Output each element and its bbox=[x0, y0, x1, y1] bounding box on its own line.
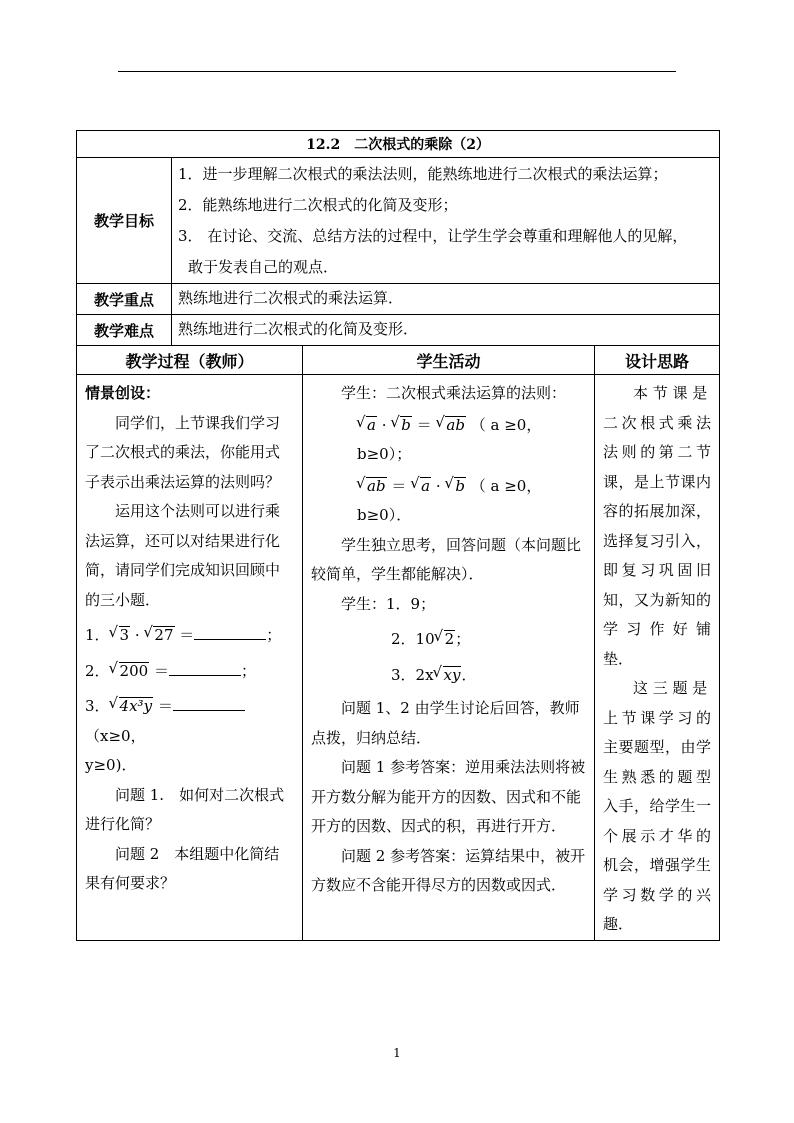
design-line: 学 习 作 好 铺 bbox=[603, 620, 712, 638]
teacher-column-header: 教学过程（教师） bbox=[77, 346, 303, 375]
lesson-plan-table bbox=[76, 130, 720, 941]
student-answer-3: 3．2x√ xy． bbox=[311, 661, 588, 691]
scenario-heading: 情景创设： bbox=[85, 384, 161, 402]
design-paragraph-1 bbox=[603, 379, 711, 674]
multiplication-rule-2: √ ab ＝ √ a · √ b （ a ≥0，b≥0）． bbox=[311, 472, 588, 531]
design-line: 知，又为新知的 bbox=[603, 590, 712, 609]
design-line: 这 三 题 是 bbox=[633, 679, 708, 697]
teacher-paragraph-1: 同学们，上节课我们学习了二次根式的乘法，你能用式子表示出乘法运算的法则吗？ bbox=[85, 413, 281, 491]
design-line: 生熟悉的题型 bbox=[603, 767, 712, 786]
goals-label: 教学目标 bbox=[77, 158, 172, 284]
answer-question-1: 问题 1 参考答案：逆用乘法法则将被开方数分解为能开方的因数、因式和不能开方的因数、因式的积，再进行开方． bbox=[311, 758, 586, 835]
question-1: 问题 1. 如何对二次根式进行化简？ bbox=[85, 785, 285, 833]
student-discussion: 问题 1、2 由学生讨论后回答，教师点拨，归纳总结． bbox=[311, 699, 580, 747]
design-line: 学习数学的兴 bbox=[603, 885, 712, 904]
student-column-header: 学生活动 bbox=[303, 346, 595, 375]
review-question-2: 2．√ 200 ＝ ； bbox=[85, 657, 294, 687]
header-rule bbox=[118, 71, 676, 72]
page-number: 1 bbox=[393, 1046, 401, 1060]
difficulty-text: 熟练地进行二次根式的化简及变形． bbox=[172, 315, 720, 346]
goal-item-3-cont: 敢于发表自己的观点． bbox=[188, 258, 339, 276]
design-line: 上节课学习的 bbox=[603, 708, 712, 727]
lesson-title: 12.2 二次根式的乘除（2） bbox=[77, 131, 720, 158]
design-line: 趣． bbox=[603, 915, 634, 933]
goal-item-2: 2．能熟练地进行二次根式的化简及变形； bbox=[178, 196, 458, 214]
design-paragraph-2 bbox=[603, 674, 711, 940]
student-think: 学生独立思考，回答问题（本问题比较简单，学生都能解决）． bbox=[311, 535, 582, 583]
design-line: 个展示才华的 bbox=[603, 826, 712, 845]
goal-item-1: 1．进一步理解二次根式的乘法法则，能熟练地进行二次根式的乘法运算； bbox=[178, 165, 668, 183]
goal-item-3: 3． 在讨论、交流、总结方法的过程中，让学生学会尊重和理解他人的见解， bbox=[178, 227, 688, 245]
question-2: 问题 2 本组题中化简结果有何要求？ bbox=[85, 844, 280, 892]
difficulty-label: 教学难点 bbox=[77, 315, 172, 346]
design-line: 课，是上节课内 bbox=[603, 472, 712, 491]
teacher-paragraph-2: 运用这个法则可以进行乘法运算，还可以对结果进行化简，请同学们完成知识回顾中的三小题． bbox=[85, 502, 281, 609]
review-question-1: 1．√ 3 · √ 27 ＝ ； bbox=[85, 621, 294, 651]
student-intro: 学生：二次根式乘法运算的法则： bbox=[341, 384, 567, 402]
design-line: 即复习巩固旧 bbox=[603, 561, 712, 579]
multiplication-rule-1: √ a · √ b ＝ √ ab （ a ≥0，b≥0）； bbox=[311, 411, 588, 470]
review-question-3: 3．√ 4x³y ＝ （x≥0， bbox=[85, 692, 294, 751]
design-column-header: 设计思路 bbox=[595, 346, 720, 375]
design-line: 主要题型，由学 bbox=[603, 738, 712, 756]
design-line: 法则的第二节 bbox=[603, 443, 712, 461]
design-rationale-cell bbox=[595, 375, 720, 941]
teacher-process-cell bbox=[77, 375, 303, 941]
key-point-label: 教学重点 bbox=[77, 284, 172, 315]
student-answers: 学生：1．9； bbox=[341, 594, 436, 613]
design-line: 入手，给学生一 bbox=[603, 797, 712, 815]
review-question-3-condition: y≥0)． bbox=[85, 756, 137, 774]
design-line: 选择复习引入， bbox=[603, 531, 712, 550]
student-activity-cell bbox=[303, 375, 595, 941]
design-line: 二次根式乘法 bbox=[603, 413, 712, 432]
design-line: 本 节 课 是 bbox=[633, 384, 708, 402]
student-answer-2: 2．10√ 2； bbox=[311, 625, 588, 655]
goals-content bbox=[172, 158, 720, 284]
design-line: 机会，增强学生 bbox=[603, 856, 712, 874]
design-line: 容的拓展加深， bbox=[603, 502, 712, 520]
key-point-text: 熟练地进行二次根式的乘法运算． bbox=[172, 284, 720, 315]
answer-question-2: 问题 2 参考答案：运算结果中，被开方数应不含能开得尽方的因数或因式． bbox=[311, 846, 586, 894]
design-line: 垫． bbox=[603, 649, 634, 668]
